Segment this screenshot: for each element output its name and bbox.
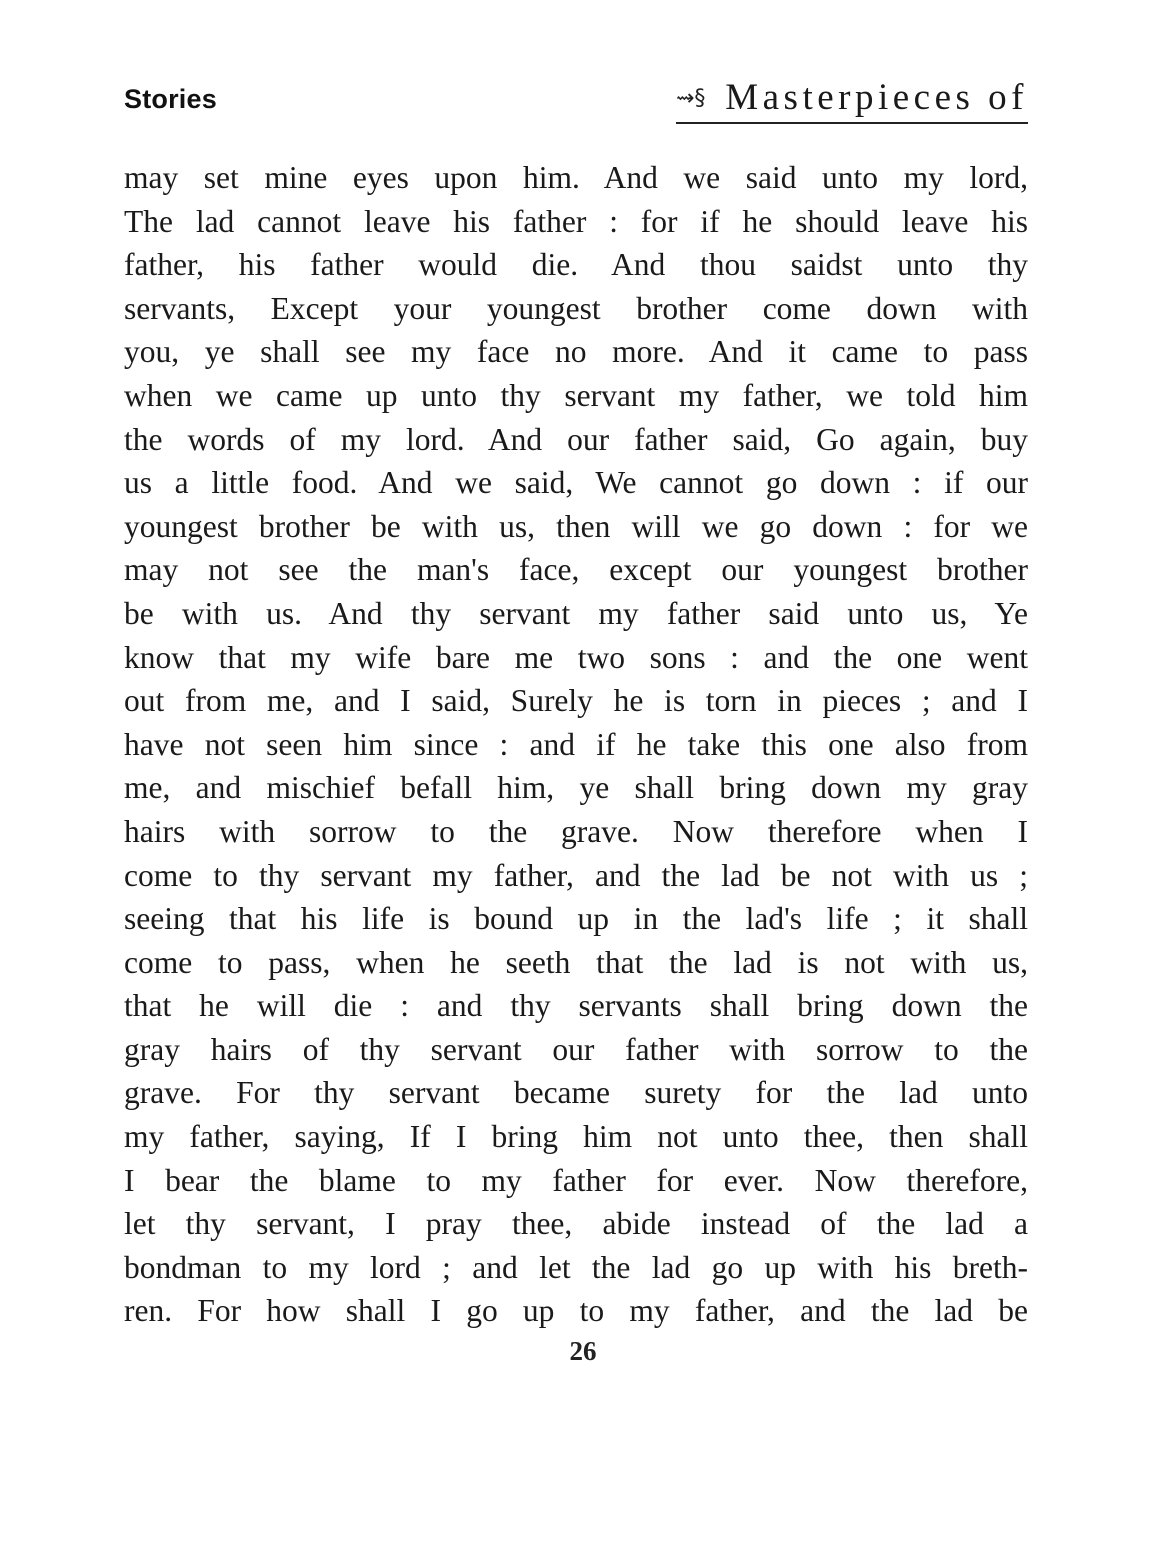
book-title-rule: [676, 72, 1028, 124]
text-line: let thy servant, I pray thee, abide instead of the lad a: [124, 1206, 1028, 1242]
text-line: servants, Except your youngest brother come down with: [124, 290, 1028, 326]
book-title: Masterpieces of: [725, 77, 1028, 118]
text-line: me, and mischief befall him, ye shall bring down my gray: [124, 770, 1028, 806]
body-text: [124, 156, 1028, 1333]
text-line: come to pass, when he seeth that the lad is not with us,: [124, 944, 1028, 980]
text-line: us a little food. And we said, We cannot go down : if our: [124, 465, 1028, 501]
ornament-icon: ⇝§: [676, 86, 706, 111]
text-line: the words of my lord. And our father said, Go again, buy: [124, 421, 1028, 457]
text-line: hairs with sorrow to the grave. Now therefore when I: [124, 813, 1028, 849]
text-line: you, ye shall see my face no more. And it came to pass: [124, 334, 1028, 370]
text-line: know that my wife bare me two sons : and the one went: [124, 639, 1028, 675]
text-line: bondman to my lord ; and let the lad go up with his breth-: [124, 1249, 1028, 1285]
text-line: gray hairs of thy servant our father with sorrow to the: [124, 1031, 1028, 1067]
text-line: that he will die : and thy servants shall bring down the: [124, 988, 1028, 1024]
text-line: out from me, and I said, Surely he is torn in pieces ; and I: [124, 683, 1028, 719]
text-line: youngest brother be with us, then will we go down : for we: [124, 508, 1028, 544]
page-number: 26: [569, 1336, 597, 1366]
text-line: may not see the man's face, except our youngest brother: [124, 552, 1028, 588]
text-line: may set mine eyes upon him. And we said unto my lord,: [124, 160, 1028, 195]
text-line: father, his father would die. And thou saidst unto thy: [124, 247, 1028, 283]
text-line: be with us. And thy servant my father said unto us, Ye: [124, 595, 1028, 631]
text-line: The lad cannot leave his father : for if he should leave his: [124, 203, 1028, 239]
text-line: grave. For thy servant became surety for the lad unto: [124, 1075, 1028, 1111]
text-line: have not seen him since : and if he take this one also from: [124, 726, 1028, 762]
running-head: [124, 72, 1028, 132]
text-line: my father, saying, If I bring him not unto thee, then shall: [124, 1119, 1028, 1155]
text-line: ren. For how shall I go up to my father, and the lad be: [124, 1293, 1028, 1329]
text-line: when we came up unto thy servant my father, we told him: [124, 377, 1028, 413]
text-line: I bear the blame to my father for ever. Now therefore,: [124, 1162, 1028, 1198]
text-line: come to thy servant my father, and the lad be not with us ;: [124, 857, 1028, 893]
text-line: seeing that his life is bound up in the lad's life ; it shall: [124, 901, 1028, 937]
section-label: Stories: [124, 84, 217, 114]
